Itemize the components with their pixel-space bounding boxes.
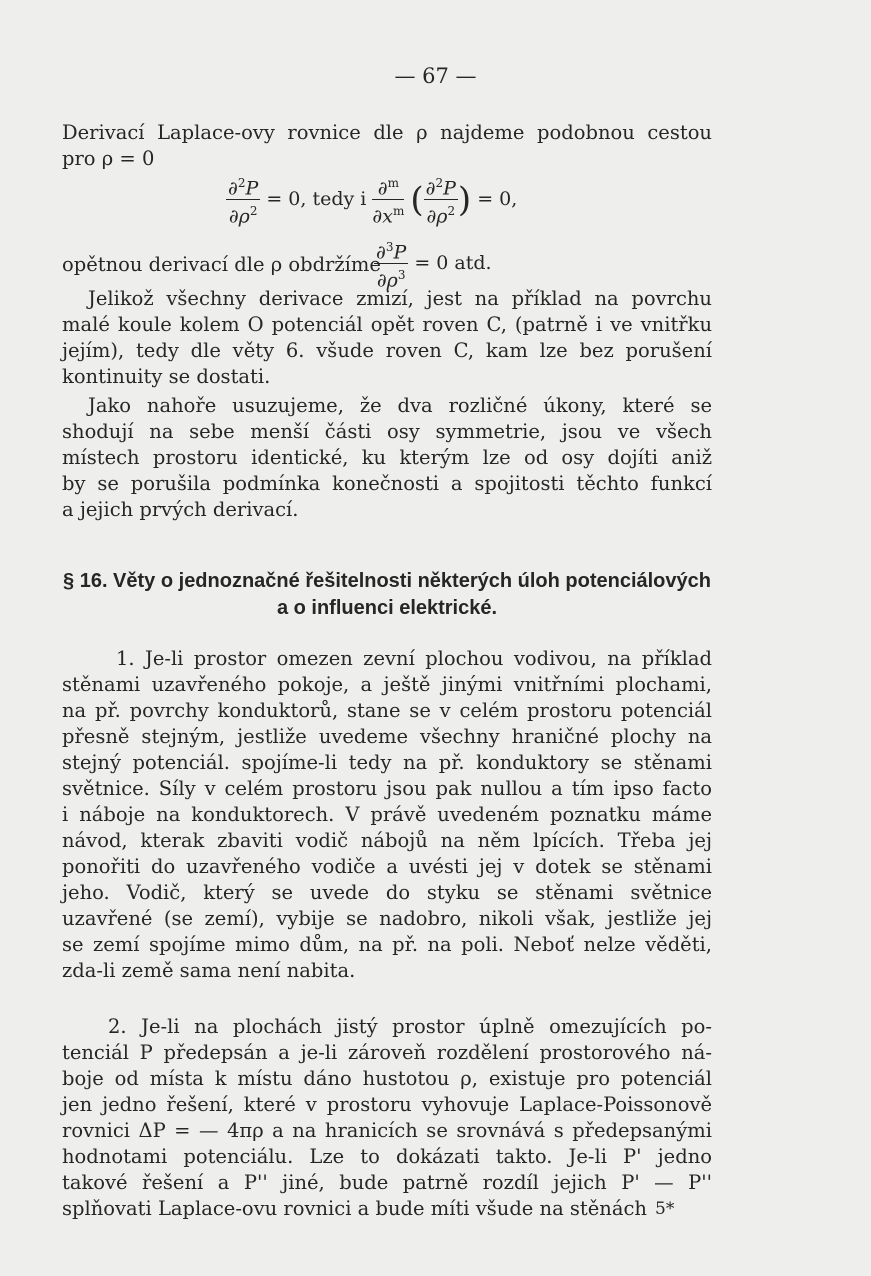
text-line: přesně stejným, jestliže uvedeme všechny hraničné plochy na bbox=[62, 725, 712, 748]
text-line: tenciál P předepsán a je-li zároveň rozdělení prostorového ná- bbox=[62, 1041, 712, 1064]
signature-mark: 5* bbox=[655, 1199, 675, 1219]
fraction-d3P-drho3: $\frac{\partial^3P}{\partial\rho^3}$ bbox=[374, 236, 408, 292]
text-line: takové řešení a P'' jiné, bude patrně rozdíl jejich P' — P'' bbox=[62, 1171, 712, 1194]
text-line: pro ρ = 0 bbox=[62, 147, 155, 170]
text-line: Jelikož všechny derivace zmizí, jest na příklad na povrchu bbox=[88, 287, 712, 310]
equation-1-text: = 0, tedy i bbox=[266, 187, 367, 210]
page-number: — 67 — bbox=[394, 64, 477, 88]
text-line: rovnici ΔP = — 4πρ a na hranicích se srovnává s předepsanými bbox=[62, 1119, 712, 1142]
section-heading-continued: a o influenci elektrické. bbox=[276, 597, 498, 619]
equation-2 bbox=[374, 236, 492, 292]
text-line: opětnou derivací dle ρ obdržíme bbox=[62, 253, 381, 276]
text-line: uzavřené (se zemí), vybije se nadobro, nikoli však, jestliže jej bbox=[62, 907, 712, 930]
text-line: stejný potenciál. spojíme-li tedy na př. konduktory se stěnami bbox=[62, 751, 712, 774]
text-line: 2. Je-li na plochách jistý prostor úplně omezujících po- bbox=[108, 1015, 712, 1038]
equation-1-result: = 0, bbox=[477, 187, 518, 210]
text-line: a jejich prvých derivací. bbox=[62, 498, 299, 521]
text-line: světnice. Síly v celém prostoru jsou pak nullou a tím ipso facto bbox=[62, 777, 712, 800]
fraction-dm-dxm: $\frac{\partial^m}{\partial x^m}$ bbox=[372, 172, 404, 228]
text-line: Derivací Laplace-ovy rovnice dle ρ najdeme podobnou cestou bbox=[62, 121, 712, 144]
text-line: shodují na sebe menší části osy symmetrie, jsou ve všech bbox=[62, 420, 712, 443]
text-line: jejím), tedy dle věty 6. všude roven C, kam lze bez porušení bbox=[62, 339, 712, 362]
text-line: ponořiti do uzavřeného vodiče a uvésti jej v dotek se stěnami bbox=[62, 855, 712, 878]
text-line: jeho. Vodič, který se uvede do styku se stěnami světnice bbox=[62, 881, 712, 904]
text-line: Jako nahoře usuzujeme, že dva rozličné úkony, které se bbox=[88, 394, 712, 417]
fraction-d2P-drho2-inner: $\frac{\partial^2P}{\partial\rho^2}$ bbox=[424, 172, 458, 228]
text-line: boje od místa k místu dáno hustotou ρ, existuje pro potenciál bbox=[62, 1067, 712, 1090]
text-line: malé koule kolem O potenciál opět roven C, (patrně i ve vnitřku bbox=[62, 313, 712, 336]
text-line: na př. povrchy konduktorů, stane se v celém prostoru potenciál bbox=[62, 699, 712, 722]
equation-2-result: = 0 atd. bbox=[414, 251, 492, 274]
text-line: 1. Je-li prostor omezen zevní plochou vodivou, na příklad bbox=[116, 647, 712, 670]
text-line: by se porušila podmínka konečnosti a spojitosti těchto funkcí bbox=[62, 472, 712, 495]
text-line: splňovati Laplace-ovu rovnici a bude míti všude na stěnách bbox=[62, 1197, 647, 1220]
fraction-d2P-drho2: $\frac{\partial^2P}{\partial\rho^2}$ bbox=[226, 172, 260, 228]
text-line: jen jedno řešení, které v prostoru vyhovuje Laplace-Poissonově bbox=[62, 1093, 712, 1116]
text-line: kontinuity se dostati. bbox=[62, 365, 271, 388]
text-line: se zemí spojíme mimo dům, na př. na poli. Neboť nelze věděti, bbox=[62, 933, 712, 956]
text-line: stěnami uzavřeného pokoje, a ještě jinými vnitřními plochami, bbox=[62, 673, 712, 696]
text-line: návod, kterak zbaviti vodič nábojů na něm lpících. Třeba jej bbox=[62, 829, 712, 852]
text-line: místech prostoru identické, ku kterým lze od osy dojíti aniž bbox=[62, 446, 712, 469]
text-line: zda-li země sama není nabita. bbox=[62, 959, 356, 982]
text-line: hodnotami potenciálu. Lze to dokázati takto. Je-li P' jedno bbox=[62, 1145, 712, 1168]
section-heading: § 16. Věty o jednoznačné řešitelnosti některých úloh potenciálových bbox=[63, 570, 711, 592]
equation-1: $\frac{\partial^2P}{\partial\rho^2}$ = 0, tedy i $\frac{\partial^m}{\partial x^m}$ ( $\frac{\partial^2P}{\partial\rho^2}$ ) = 0, bbox=[226, 172, 517, 228]
text-line: i náboje na konduktorech. V právě uvedeném poznatku máme bbox=[62, 803, 712, 826]
